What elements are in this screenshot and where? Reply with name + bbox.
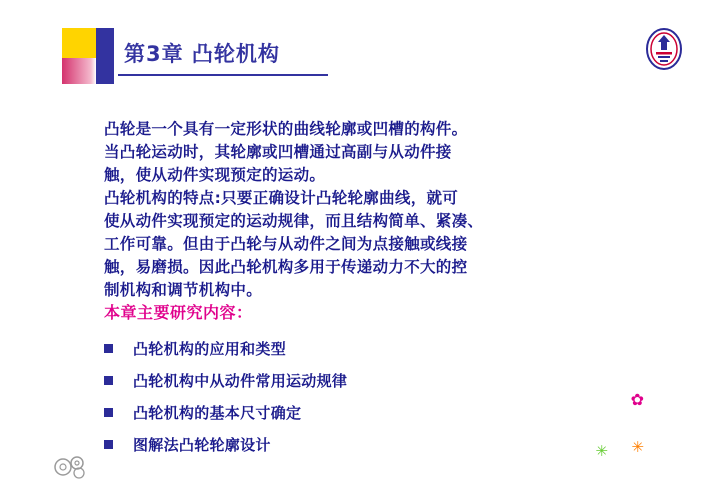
list-item[interactable] <box>104 396 604 428</box>
list-item-label: 凸轮机构中从动件常用运动规律 <box>133 371 348 390</box>
flower-green-icon: ✳ <box>595 442 608 460</box>
body-line: 工作可靠。但由于凸轮与从动件之间为点接触或线接 <box>104 235 468 253</box>
list-item-label: 图解法凸轮轮廓设计 <box>133 435 271 454</box>
body-paragraph <box>104 118 634 302</box>
body-line: 使从动件实现预定的运动规律，而且结构简单、紧凑、 <box>104 212 484 230</box>
flower-pink-icon: ✿ <box>630 390 644 409</box>
square-bullet-icon <box>104 408 113 417</box>
gear-doodle-icon <box>52 454 90 480</box>
page-title: 第3章 凸轮机构 <box>124 42 280 66</box>
list-item[interactable] <box>104 428 604 460</box>
body-line: 凸轮是一个具有一定形状的曲线轮廓或凹槽的构件。 <box>104 120 468 138</box>
title-underline <box>118 74 328 76</box>
list-item[interactable] <box>104 332 604 364</box>
title-block-yellow <box>62 28 96 58</box>
body-line: 当凸轮运动时，其轮廓或凹槽通过高副与从动件接 <box>104 143 452 161</box>
title-block-blue <box>96 28 114 84</box>
square-bullet-icon <box>104 344 113 353</box>
body-line: 制机构和调节机构中。 <box>104 281 263 299</box>
square-bullet-icon <box>104 440 113 449</box>
square-bullet-icon <box>104 376 113 385</box>
university-emblem-icon <box>644 28 684 70</box>
body-line: 触，使从动件实现预定的运动。 <box>104 166 326 184</box>
list-item[interactable] <box>104 364 604 396</box>
flower-orange-icon: ✳ <box>631 438 644 456</box>
body-line: 触，易磨损。因此凸轮机构多用于传递动力不大的控 <box>104 258 468 276</box>
body-line: 凸轮机构的特点:只要正确设计凸轮轮廓曲线，就可 <box>104 189 459 207</box>
list-item-label: 凸轮机构的应用和类型 <box>133 339 287 358</box>
title-block-magenta <box>62 58 96 84</box>
section-heading: 本章主要研究内容： <box>104 303 253 322</box>
list-item-label: 凸轮机构的基本尺寸确定 <box>133 403 302 422</box>
bullet-list <box>104 332 604 460</box>
